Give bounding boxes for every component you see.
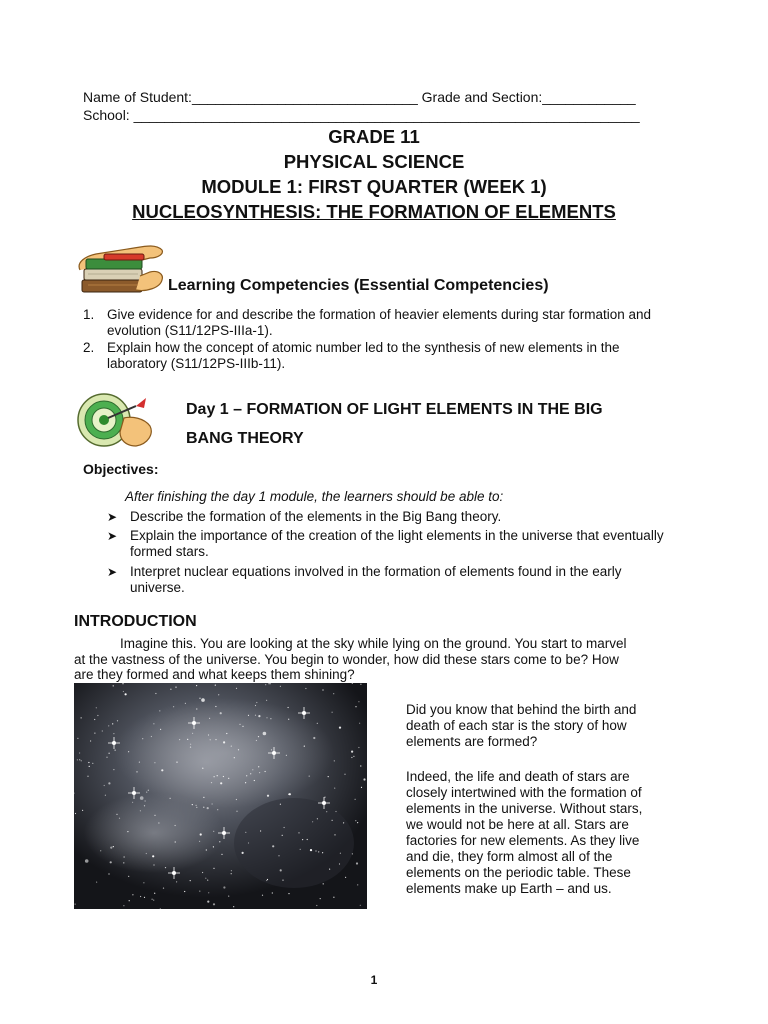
competency-text: Explain how the concept of atomic number led to the synthesis of new elements in the laboratory (S11/12PS-IIIb-11). [107, 340, 620, 371]
day1-heading-line2: BANG THEORY [186, 430, 304, 447]
competency-number: 2. [83, 340, 95, 355]
introduction-heading: INTRODUCTION [74, 613, 197, 630]
objectives-intro: After finishing the day 1 module, the learners should be able to: [125, 489, 504, 504]
competency-item [83, 340, 663, 372]
module-title: MODULE 1: FIRST QUARTER (WEEK 1) [201, 176, 547, 197]
competency-text: Give evidence for and describe the formation of heavier elements during star formation and evolution (S11/12PS-IIIa-1). [107, 307, 652, 338]
objective-item [107, 564, 667, 596]
objective-item [107, 528, 667, 560]
arrow-bullet-icon: ➤ [107, 565, 118, 579]
side-paragraph-1: Did you know that behind the birth and death of each star is the story of how elements are formed? [406, 702, 637, 749]
arrow-bullet-icon: ➤ [107, 510, 118, 524]
subject-title: PHYSICAL SCIENCE [283, 151, 465, 172]
intro-paragraph-line1: Imagine this. You are looking at the sky while lying on the ground. You start to marvel [120, 636, 627, 651]
intro-paragraph-line2: at the vastness of the universe. You begin to wonder, how did these stars come to be? How [74, 652, 619, 667]
objectives-heading: Objectives: [83, 461, 159, 477]
intro-paragraph-line3: are they formed and what keeps them shining? [74, 667, 355, 682]
competencies-heading: Learning Competencies (Essential Competencies) [168, 277, 549, 294]
competency-item [83, 307, 663, 339]
objective-text: Interpret nuclear equations involved in the formation of elements found in the early universe. [130, 564, 622, 595]
objective-text: Explain the importance of the creation of the light elements in the universe that eventually formed stars. [130, 528, 664, 559]
competency-number: 1. [83, 307, 95, 322]
day1-heading-line1: Day 1 – FORMATION OF LIGHT ELEMENTS IN THE BIG [186, 401, 603, 418]
page-number: 1 [370, 973, 378, 987]
objective-item [107, 509, 667, 525]
grade-title: GRADE 11 [328, 126, 420, 147]
topic-title: NUCLEOSYNTHESIS: THE FORMATION OF ELEMENTS [132, 201, 616, 222]
school-line: School: _________________________________________________________________ [83, 107, 640, 123]
books-in-hands-icon [74, 240, 166, 298]
arrow-bullet-icon: ➤ [107, 529, 118, 543]
side-paragraph-2: Indeed, the life and death of stars are closely intertwined with the formation of elements in the universe. Without stars, we would not be here at all. Stars are factories for new elements. As they live and die, they form almost all of the elements on the periodic table. These elements make up Earth – and us. [406, 769, 643, 896]
starfield-image [74, 683, 367, 909]
objective-text: Describe the formation of the elements in the Big Bang theory. [130, 509, 502, 524]
student-info-line: Name of Student:_____________________________ Grade and Section:____________ [83, 89, 636, 105]
target-dart-icon [74, 388, 162, 454]
